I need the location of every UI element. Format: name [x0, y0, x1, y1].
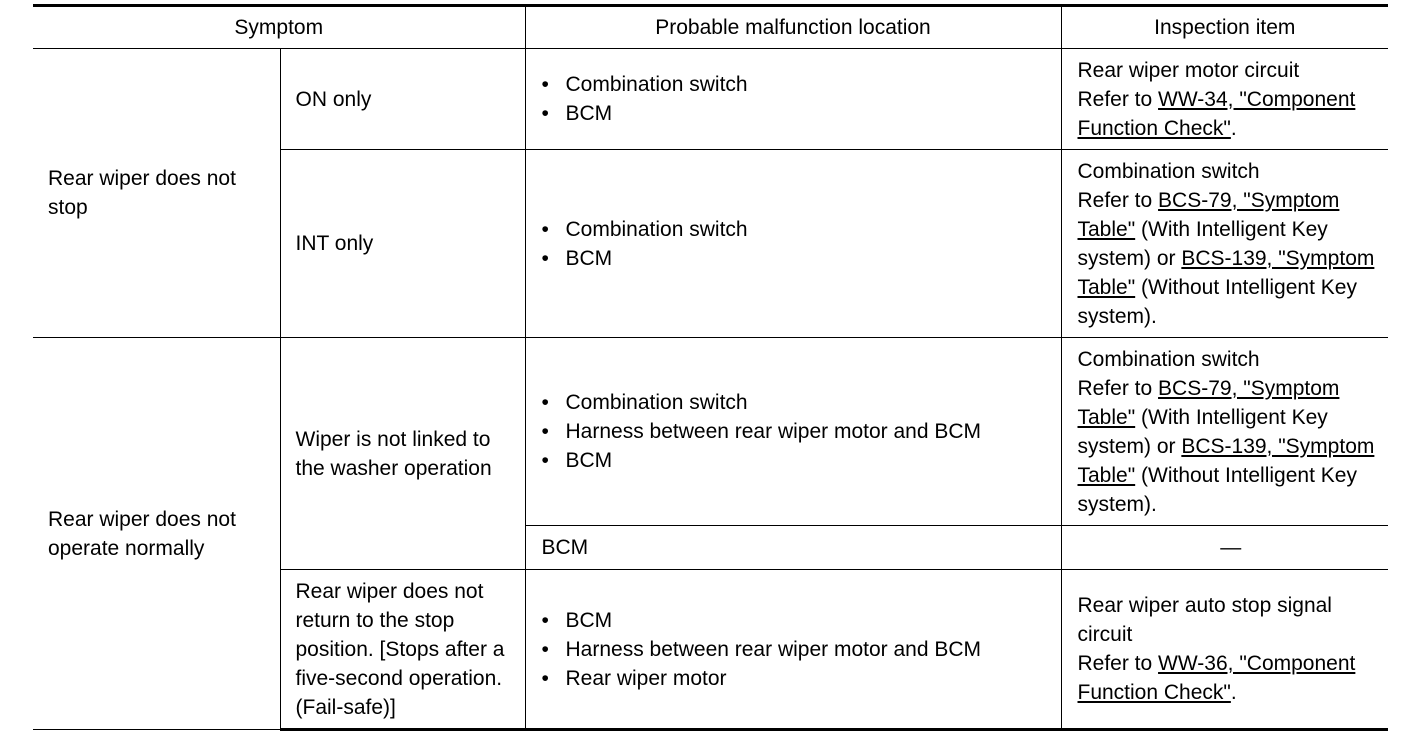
table-row — [33, 49, 1388, 150]
location-cell — [525, 49, 1061, 150]
location-cell — [525, 338, 1061, 526]
symptom-detail: ON only — [280, 49, 525, 150]
list-item: • Rear wiper motor — [542, 664, 1061, 693]
inspection-cell — [1061, 150, 1388, 338]
location-list — [542, 388, 1061, 475]
inspection-title: Rear wiper auto stop signal circuit — [1077, 594, 1332, 646]
inspection-cell — [1061, 338, 1388, 526]
location-list — [542, 70, 1061, 128]
location-cell — [525, 570, 1061, 730]
inspection-cell — [1061, 570, 1388, 730]
list-item: • Combination switch — [542, 388, 1061, 417]
list-item: • BCM — [542, 244, 1061, 273]
inspection-title: Combination switch — [1077, 159, 1260, 183]
ref-link[interactable]: BCS-79, "Symptom Table" — [1077, 188, 1340, 241]
ref-link[interactable]: BCS-139, "Symptom Table" — [1077, 434, 1375, 487]
location-cell: BCM — [525, 526, 1061, 570]
ref-link[interactable]: BCS-139, "Symptom Table" — [1077, 246, 1375, 299]
ref-link[interactable]: BCS-79, "Symptom Table" — [1077, 376, 1340, 429]
ref-middle: (With Intelligent Key system) or — [1077, 217, 1328, 270]
ref-middle: (With Intelligent Key system) or — [1077, 405, 1328, 458]
table-row — [33, 338, 1388, 526]
symptom-group: Rear wiper does not operate normally — [33, 338, 280, 730]
location-list — [542, 606, 1061, 693]
list-item: • Combination switch — [542, 70, 1061, 99]
ref-suffix: (Without Intelligent Key system). — [1077, 463, 1357, 516]
inspection-ref — [1078, 374, 1385, 519]
inspection-ref — [1078, 186, 1385, 331]
ref-suffix: . — [1230, 681, 1237, 704]
inspection-cell — [1061, 49, 1388, 150]
ref-suffix: (Without Intelligent Key system). — [1077, 275, 1357, 328]
symptom-detail: Wiper is not linked to the washer operation — [280, 338, 525, 570]
inspection-dash: — — [1220, 536, 1242, 559]
ref-suffix: . — [1230, 116, 1237, 140]
header-row — [33, 6, 1388, 49]
inspection-ref — [1078, 85, 1385, 143]
ref-link[interactable]: WW-34, "Component Function Check" — [1077, 87, 1356, 140]
list-item: • Harness between rear wiper motor and BCM — [542, 635, 1061, 664]
inspection-title: Combination switch — [1077, 347, 1260, 371]
ref-prefix: Refer to — [1077, 87, 1159, 111]
list-item: • BCM — [542, 99, 1061, 128]
symptom-detail: INT only — [280, 150, 525, 338]
inspection-title: Rear wiper motor circuit — [1077, 58, 1300, 82]
header-location: Probable malfunction location — [525, 6, 1061, 49]
list-item: • Combination switch — [542, 215, 1061, 244]
location-cell — [525, 150, 1061, 338]
header-symptom: Symptom — [33, 6, 525, 49]
ref-prefix: Refer to — [1077, 188, 1159, 212]
ref-link[interactable]: WW-36, "Component Function Check" — [1077, 652, 1356, 704]
header-inspection: Inspection item — [1061, 6, 1388, 49]
inspection-ref — [1078, 649, 1385, 707]
ref-prefix: Refer to — [1077, 652, 1159, 675]
list-item: • BCM — [542, 606, 1061, 635]
symptom-group: Rear wiper does not stop — [33, 49, 280, 338]
inspection-cell — [1061, 526, 1388, 570]
ref-prefix: Refer to — [1077, 376, 1159, 400]
list-item: • Harness between rear wiper motor and BCM — [542, 417, 1061, 446]
list-item: • BCM — [542, 446, 1061, 475]
symptom-detail: Rear wiper does not return to the stop position. [Stops after a five-second operation. (Fail-safe)] — [280, 570, 525, 730]
diagnosis-table — [33, 4, 1388, 731]
location-list — [542, 215, 1061, 273]
